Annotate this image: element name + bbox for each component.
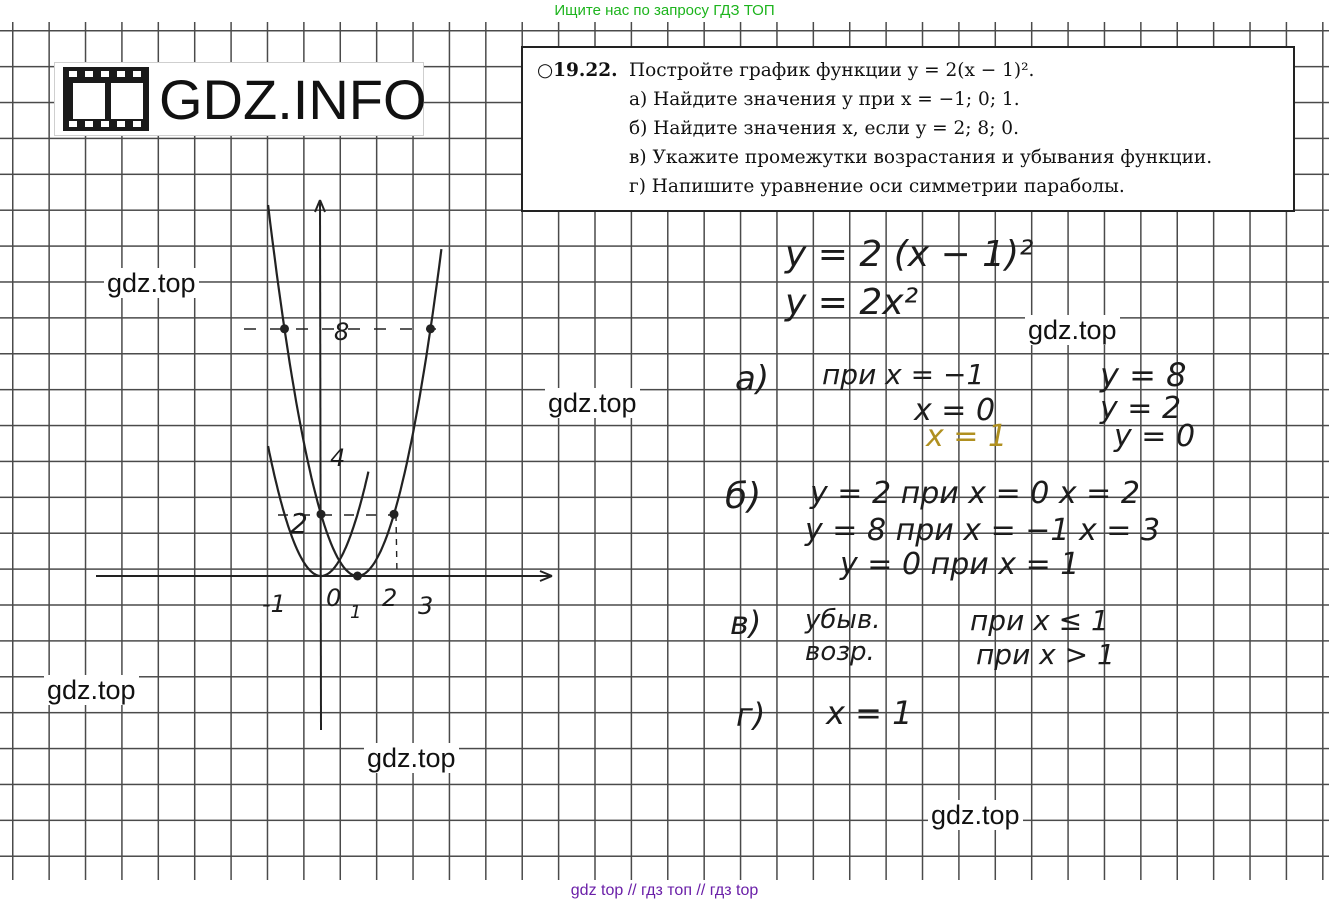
task-line-a: а) Найдите значения y при x = −1; 0; 1.	[629, 89, 1020, 110]
part-a-row3-right: y = 0	[1114, 419, 1196, 454]
watermark-5: gdz.top	[364, 743, 459, 773]
watermark-2: gdz.top	[1025, 315, 1120, 345]
part-v-row1-cond: при x ≤ 1	[970, 604, 1109, 637]
top-banner: Ищите нас по запросу ГДЗ ТОП	[554, 2, 775, 19]
watermark-6: gdz.top	[928, 800, 1023, 830]
part-b-row3: y = 0 при x = 1	[840, 547, 1080, 582]
y-tick-4: 4	[330, 444, 346, 472]
watermark-1: gdz.top	[104, 268, 199, 298]
part-b-label: б)	[725, 476, 762, 517]
x-tick-0: 0	[326, 584, 342, 612]
bottom-banner: gdz top // гдз топ // гдз top	[570, 882, 759, 899]
task-number: ○19.22.	[537, 60, 618, 81]
watermark-4: gdz.top	[44, 675, 139, 705]
part-v-row2-cond: при x > 1	[976, 638, 1115, 671]
part-a-row1-left: при x = −1	[822, 358, 985, 391]
task-line-1: Постройте график функции y = 2(x − 1)².	[629, 60, 1035, 81]
task-line-v: в) Укажите промежутки возрастания и убывания функции.	[629, 147, 1213, 168]
part-a-row2-left: x = 0	[914, 393, 996, 428]
x-tick-3: 3	[418, 592, 434, 620]
part-v-row1-word: убыв.	[805, 605, 881, 635]
part-v-label: в)	[730, 604, 762, 642]
y-tick-2: 2	[290, 507, 308, 540]
part-b-row2: y = 8 при x = −1 x = 3	[805, 513, 1161, 548]
part-v-row2-word: возр.	[805, 637, 875, 667]
watermark-3: gdz.top	[545, 388, 640, 418]
eq-base: y = 2x²	[785, 282, 918, 323]
part-b-row1: y = 2 при x = 0 x = 2	[810, 476, 1140, 511]
part-a-row1-right: y = 8	[1100, 356, 1187, 394]
task-line-b: б) Найдите значения x, если y = 2; 8; 0.	[629, 118, 1019, 139]
task-line-g: г) Напишите уравнение оси симметрии параболы.	[629, 176, 1125, 197]
y-tick-8: 8	[334, 318, 350, 346]
part-a-row3-left: x = 1	[926, 419, 1008, 454]
x-tick-2: 2	[382, 584, 398, 612]
part-g-label: г)	[736, 696, 766, 734]
x-tick-neg1: -1	[262, 590, 286, 618]
eq-shifted: y = 2 (x − 1)²	[785, 234, 1034, 275]
part-g-answer: x = 1	[826, 694, 913, 732]
x-tick-1: 1	[350, 602, 362, 623]
part-a-label: а)	[735, 359, 770, 399]
part-a-row2-right: y = 2	[1100, 391, 1182, 426]
logo-text: GDZ.INFO	[159, 68, 427, 131]
